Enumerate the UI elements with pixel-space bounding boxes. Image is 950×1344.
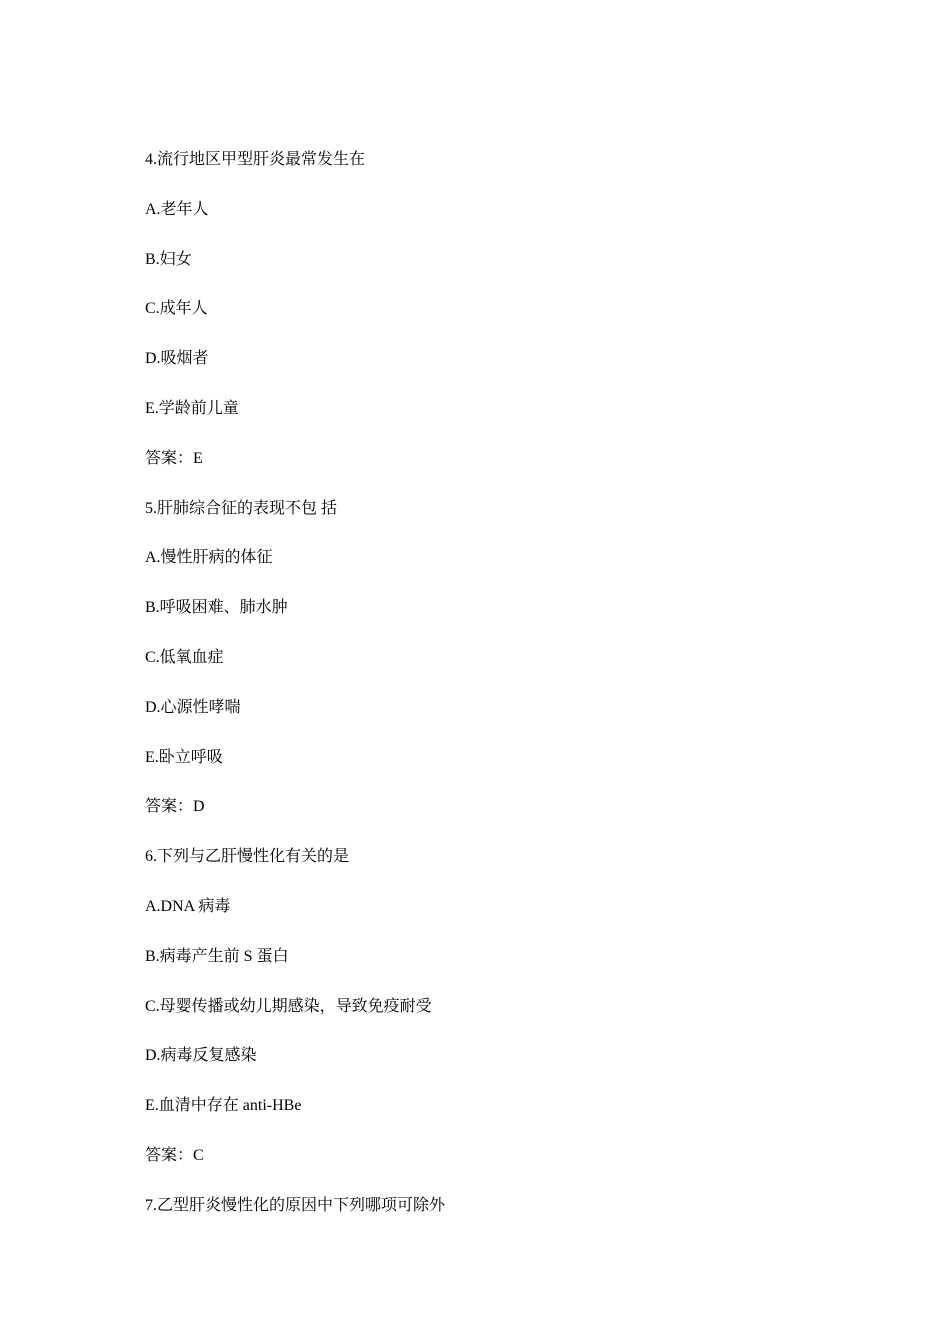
question-6-option-e: E.血清中存在 anti-HBe xyxy=(145,1097,302,1115)
question-4-option-d: D.吸烟者 xyxy=(145,350,209,368)
question-5-option-a: A.慢性肝病的体征 xyxy=(145,549,273,567)
question-4-option-b: B.妇女 xyxy=(145,250,192,268)
question-4-stem: 4.流行地区甲型肝炎最常发生在 xyxy=(145,151,366,168)
question-7-stem: 7.乙型肝炎慢性化的原因中下列哪项可除外 xyxy=(145,1196,446,1214)
question-5-option-e: E.卧立呼吸 xyxy=(145,748,223,766)
question-6-answer: 答案：C xyxy=(145,1146,204,1164)
question-6-option-c: C.母婴传播或幼儿期感染，导致免疫耐受 xyxy=(145,997,432,1015)
question-list xyxy=(145,148,805,1244)
question-6-stem: 6.下列与乙肝慢性化有关的是 xyxy=(145,848,350,866)
question-5-option-b: B.呼吸困难、肺水肿 xyxy=(145,599,288,617)
question-4-option-c: C.成年人 xyxy=(145,300,208,318)
question-4-option-e: E.学龄前儿童 xyxy=(145,399,239,417)
question-6-option-b: B.病毒产生前 S 蛋白 xyxy=(145,947,289,965)
question-4-option-a: A.老年人 xyxy=(145,200,209,218)
question-6-option-a: A.DNA 病毒 xyxy=(145,897,231,915)
question-5-answer: 答案：D xyxy=(145,798,205,816)
question-6-option-d: D.病毒反复感染 xyxy=(145,1047,257,1065)
question-5-option-d: D.心源性哮喘 xyxy=(145,698,241,716)
question-5-stem: 5.肝肺综合征的表现不包 括 xyxy=(145,499,338,517)
question-4-answer: 答案：E xyxy=(145,449,203,467)
question-5-option-c: C.低氧血症 xyxy=(145,648,224,666)
